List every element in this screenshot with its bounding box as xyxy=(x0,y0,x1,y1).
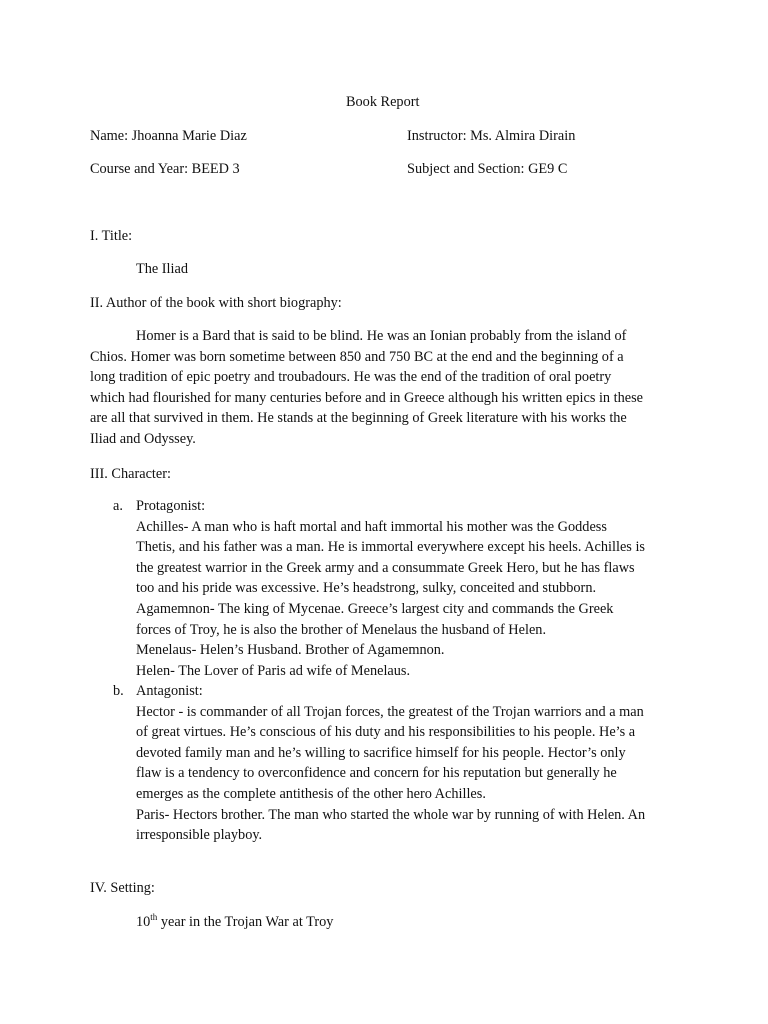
protagonist-block xyxy=(136,496,645,681)
antagonist-line: emerges as the complete antithesis of the other hero Achilles. xyxy=(136,785,486,802)
protagonist-line: Agamemnon- The king of Mycenae. Greece’s largest city and commands the Greek xyxy=(136,600,614,617)
instructor: Instructor: Ms. Almira Dirain xyxy=(407,128,576,144)
antagonist-line: devoted family man and he’s willing to sacrifice himself for his people. Hector’s only xyxy=(136,744,626,761)
antagonist-label: Antagonist: xyxy=(136,683,203,699)
protagonist-marker: a. xyxy=(113,498,123,514)
setting-value xyxy=(136,912,333,932)
bio-line: are all that survived in them. He stands at the beginning of Greek literature with his works the xyxy=(90,410,627,427)
antagonist-line: Paris- Hectors brother. The man who started the whole war by running of with Helen. An xyxy=(136,806,646,823)
book-title: The Iliad xyxy=(136,261,189,277)
protagonist-label: Protagonist: xyxy=(136,498,206,514)
antagonist-line: irresponsible playboy. xyxy=(136,827,263,844)
setting-number: 10 xyxy=(136,914,151,930)
character-heading: III. Character: xyxy=(90,466,171,482)
protagonist-line: forces of Troy, he is also the brother of Menelaus the husband of Helen. xyxy=(136,621,547,638)
student-name: Name: Jhoanna Marie Diaz xyxy=(90,128,247,144)
author-biography xyxy=(90,326,643,450)
title-heading: I. Title: xyxy=(90,228,133,244)
antagonist-marker: b. xyxy=(113,683,124,699)
course-year: Course and Year: BEED 3 xyxy=(90,161,240,177)
antagonist-block xyxy=(136,681,645,846)
antagonist-line: of great virtues. He’s conscious of his duty and his responsibilities to his people. He’s a xyxy=(136,724,636,741)
protagonist-line: Thetis, and his father was a man. He is immortal everywhere except his heels. Achilles is xyxy=(136,539,645,556)
antagonist-line: flaw is a tendency to overconfidence and concern for his reputation but generally he xyxy=(136,765,617,782)
bio-line: Chios. Homer was born sometime between 850 and 750 BC at the end and the beginning of a xyxy=(90,348,624,365)
protagonist-line: too and his pride was excessive. He’s headstrong, sulky, conceited and stubborn. xyxy=(136,580,597,597)
protagonist-line: Achilles- A man who is haft mortal and haft immortal his mother was the Goddess xyxy=(136,518,607,535)
protagonist-line: Menelaus- Helen’s Husband. Brother of Agamemnon. xyxy=(136,642,445,659)
setting-text: year in the Trojan War at Troy xyxy=(157,914,334,930)
author-heading: II. Author of the book with short biography: xyxy=(90,295,342,311)
page-title: Book Report xyxy=(346,94,420,110)
bio-line: which had flourished for many centuries before and in Greece although his written epics in these xyxy=(90,389,644,406)
antagonist-line: Hector - is commander of all Trojan forces, the greatest of the Trojan warriors and a man xyxy=(136,703,644,720)
bio-line: long tradition of epic poetry and troubadours. He was the end of the tradition of oral poetry xyxy=(90,369,612,386)
protagonist-line: the greatest warrior in the Greek army and a consummate Greek Hero, but he has flaws xyxy=(136,559,635,576)
setting-ordinal-suffix: th xyxy=(150,912,158,923)
subject-section: Subject and Section: GE9 C xyxy=(407,161,568,177)
bio-line: Homer is a Bard that is said to be blind. He was an Ionian probably from the island of xyxy=(136,328,627,344)
protagonist-line: Helen- The Lover of Paris ad wife of Menelaus. xyxy=(136,662,411,679)
bio-line: Iliad and Odyssey. xyxy=(90,430,196,447)
setting-heading: IV. Setting: xyxy=(90,880,155,896)
